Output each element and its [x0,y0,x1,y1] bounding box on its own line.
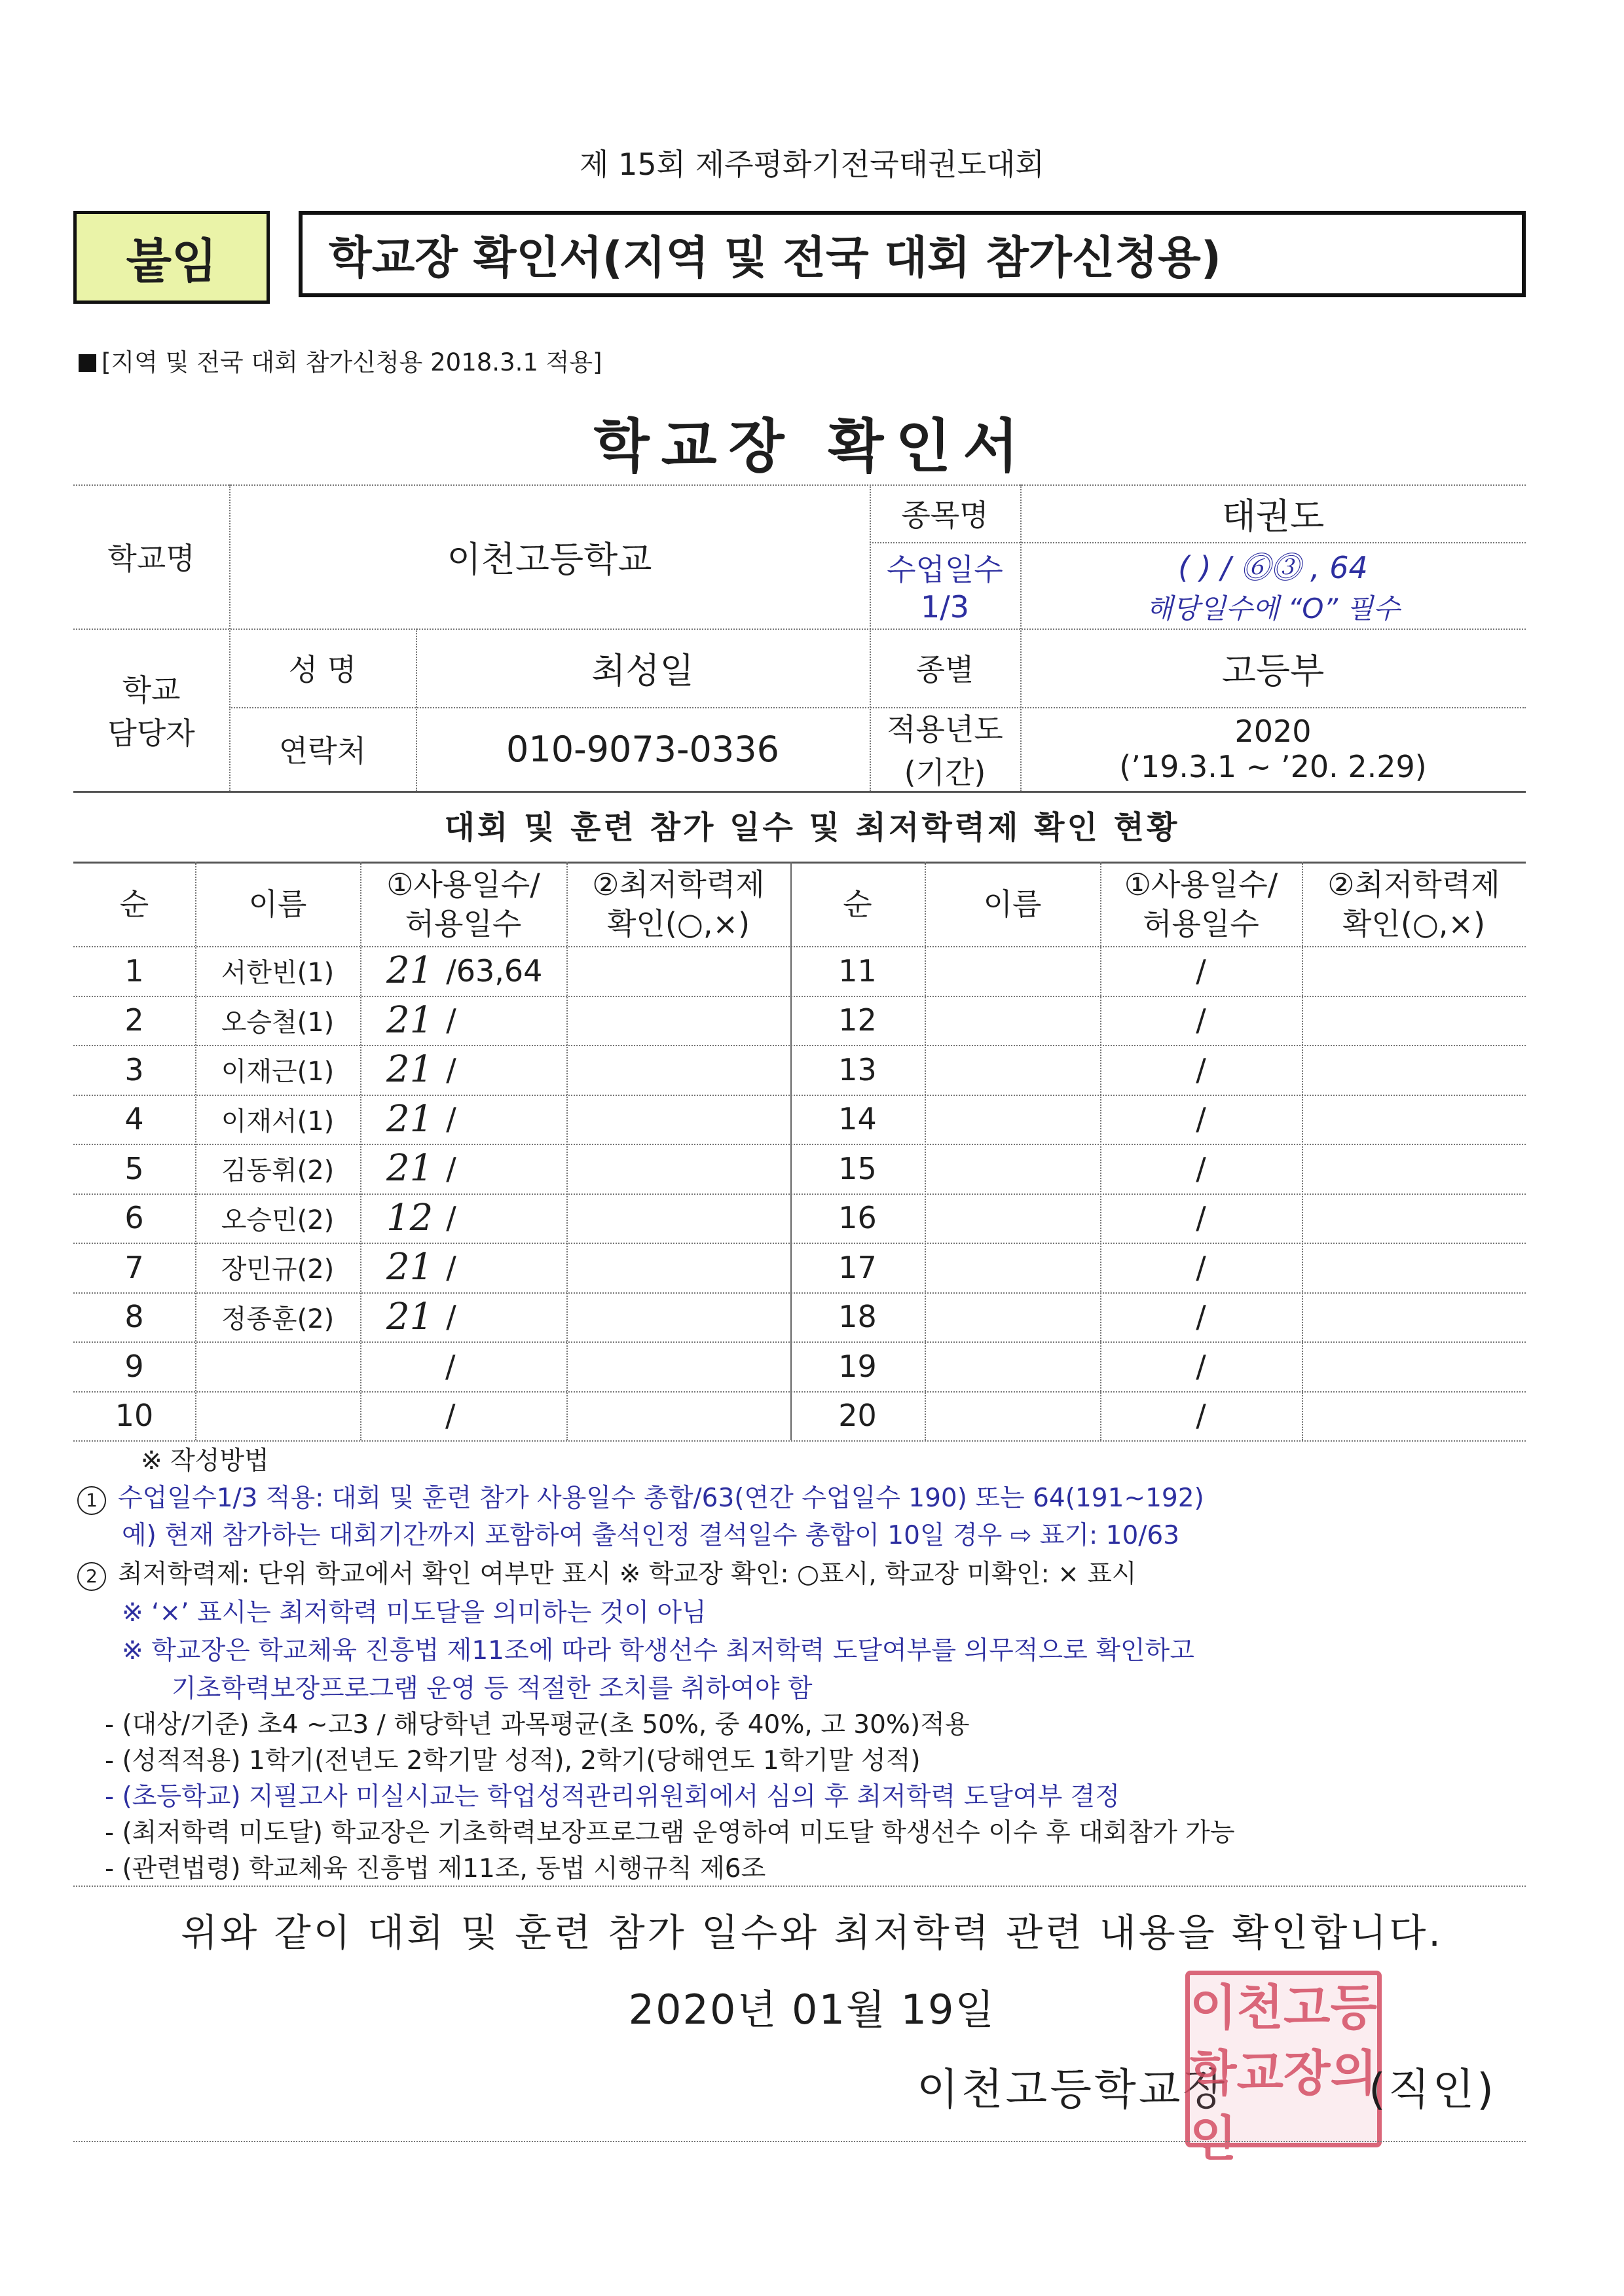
instructions-heading: ※ 작성방법 [141,1446,269,1476]
row-number-right: 13 [838,1051,877,1087]
row-min-check-right [1302,1292,1526,1342]
division-value: 고등부 [1221,649,1325,691]
row-days-used: 21 [386,1147,434,1190]
staff-label-line1: 학교 [122,672,181,708]
col-header-min-line1: ②최저학력제 [592,866,765,902]
row-number: 3 [124,1051,144,1087]
row-min-check [566,1095,790,1144]
row-days [360,1194,566,1243]
division-label: 종별 [915,652,974,687]
school-name-value: 이천고등학교 [447,538,652,580]
row-days-right: / [1196,1249,1206,1285]
row-number: 8 [124,1299,144,1335]
row-name-right [925,1341,1100,1391]
row-min-check [566,1341,790,1391]
row-name-right [925,1045,1100,1095]
row-divider [73,1440,1526,1442]
col-header-days-right-line2: 허용일수 [1143,905,1259,941]
staff-name-label: 성 명 [288,652,357,687]
circled-one-icon: 1 [77,1486,106,1515]
row-days-allowed: / [446,1299,456,1335]
row-min-check [566,946,790,996]
row-name: 이재서(1) [221,1106,335,1137]
event-label: 종목명 [901,498,989,533]
row-min-check [566,1045,790,1095]
col-header-min-right-line2: 확인(○,×) [1342,905,1486,941]
row-days-allowed: / [446,1002,456,1038]
row-days-used: 21 [386,1097,434,1140]
staff-label [73,629,229,791]
col-header-no-right: 순 [843,886,872,922]
instruction-item-2-text: 최저학력제: 단위 학교에서 확인 여부만 표시 ※ 학교장 확인: ○표시, 학교장 미확인: × 표시 [118,1559,1137,1589]
row-number-right: 15 [838,1150,877,1186]
instruction-bullet-2: - (성적적용) 1학기(전년도 2학기말 성적), 2학기(당해연도 1학기말 성적) [105,1746,921,1776]
year-value [1020,707,1526,791]
row-days-allowed: / [446,1200,456,1236]
row-min-check [566,1243,790,1292]
row-days-allowed: / [446,1051,456,1087]
instruction-item-1-text: 수업일수1/3 적용: 대회 및 훈련 참가 사용일수 총합/63(연간 수업일수 190) 또는 64(191~192) [118,1484,1204,1513]
row-min-check [566,1144,790,1194]
row-name-right [925,1095,1100,1144]
roster-section-heading: 대회 및 훈련 참가 일수 및 최저학력제 확인 현황 [444,809,1180,846]
row-number: 10 [115,1398,154,1434]
row-min-check-right [1302,1095,1526,1144]
instruction-bullet-5: - (관련법령) 학교체육 진흥법 제11조, 동법 시행규칙 제6조 [105,1854,766,1884]
row-name: 오승철(1) [221,1007,335,1038]
staff-label-line2: 담당자 [107,716,195,751]
contact-value: 010-9073-0336 [506,728,779,770]
instruction-note-2: ※ 학교장은 학교체육 진흥법 제11조에 따라 학생선수 최저학력 도달여부를 의무적으로 확인하고 [122,1636,1194,1666]
row-days-right: / [1196,953,1206,989]
header-box-title: 학교장 확인서(지역 및 전국 대회 참가신청용) [299,211,1526,297]
row-number: 2 [124,1002,144,1038]
row-min-check-right [1302,1194,1526,1243]
principal-name: 이천고등학교장 [917,2064,1228,2115]
instruction-note-1: ※ ‘×’ 표시는 최저학력 미도달을 의미하는 것이 아님 [122,1598,707,1628]
scope-note [79,342,602,378]
row-number-right: 17 [838,1249,877,1285]
row-number-right: 14 [838,1101,877,1137]
row-name [195,1391,360,1441]
circled-two-icon: 2 [77,1562,106,1591]
row-name [195,1341,360,1391]
col-header-days-line1: ①사용일수/ [386,866,540,902]
instruction-item-1 [77,1478,1204,1515]
staff-name-value: 최성일 [591,649,694,691]
row-min-check-right [1302,1391,1526,1441]
year-value-line1: 2020 [1234,714,1312,749]
year-label [870,707,1020,791]
row-days-allowed: / [446,1249,456,1285]
confirmation-date: 2020년 01월 19일 [628,1986,996,2033]
col-header-days [360,862,566,946]
row-days-right: / [1196,1150,1206,1186]
event-value: 태권도 [1221,495,1325,537]
row-days-used: 12 [386,1196,434,1239]
instruction-bullet-1: - (대상/기준) 초4 ~고3 / 해당학년 과목평균(초 50%, 중 40%, 고 30%)적용 [105,1710,970,1740]
col-header-days-right-line1: ①사용일수/ [1124,866,1278,902]
row-days-allowed: / [445,1348,456,1384]
class-days-label [870,542,1020,629]
row-name: 김동휘(2) [221,1156,335,1186]
row-days-used: 21 [386,998,434,1042]
row-min-check [566,1194,790,1243]
confirmation-statement: 위와 같이 대회 및 훈련 참가 일수와 최저학력 관련 내용을 확인합니다. [181,1910,1443,1955]
row-days [360,1391,566,1441]
row-number: 7 [124,1249,144,1285]
instruction-item-2 [77,1554,1137,1591]
contact-label: 연락처 [278,733,367,769]
row-name: 장민규(2) [221,1254,335,1285]
row-days-right: / [1196,1398,1206,1434]
row-min-check [566,1292,790,1342]
row-days-right: / [1196,1051,1206,1087]
class-days-label-line2: 1/3 [920,589,970,625]
row-number: 9 [124,1348,144,1384]
row-days-allowed: / [446,1150,456,1186]
row-number: 5 [124,1150,144,1186]
col-header-no: 순 [119,886,149,922]
row-days [360,1341,566,1391]
row-days [360,1045,566,1095]
row-min-check-right [1302,1243,1526,1292]
row-name-right [925,1391,1100,1441]
row-days-used: 21 [386,1048,434,1091]
row-name: 이재근(1) [221,1057,335,1087]
row-days-used: 21 [386,1295,434,1338]
instruction-item-1-cont: 예) 현재 참가하는 대회기간까지 포함하여 출석인정 결석일수 총합이 10일 경우 ⇨ 표기: 10/63 [122,1521,1180,1550]
row-days-used: 21 [386,1246,434,1289]
instruction-bullet-4: - (최저학력 미도달) 학교장은 기초학력보장프로그램 운영하여 미도달 학생선수 이수 후 대회참가 가능 [105,1818,1235,1848]
row-min-check-right [1302,1045,1526,1095]
row-name: 서한빈(1) [221,958,335,989]
row-days [360,1243,566,1292]
official-seal [1185,1971,1382,2167]
row-min-check-right [1302,946,1526,996]
class-days-value-line2: 해당일수에 “O” 필수 [1146,592,1400,625]
row-number: 6 [124,1200,144,1236]
row-name-right [925,1144,1100,1194]
col-header-min [566,862,790,946]
row-number-right: 11 [838,953,877,989]
year-label-line2: (기간) [904,755,986,790]
instruction-note-2-cont: 기초학력보장프로그램 운영 등 적절한 조치를 취하여야 함 [172,1674,813,1704]
row-min-check-right [1302,996,1526,1046]
col-header-min-right [1302,862,1526,946]
attachment-badge: 붙임 [73,211,270,304]
row-name-right [925,1243,1100,1292]
row-name: 정종훈(2) [221,1303,335,1334]
seal-text: 이천고등학교장의인 [1190,1980,1377,2167]
row-days [360,1095,566,1144]
row-min-check-right [1302,1341,1526,1391]
row-days [360,996,566,1046]
row-number-right: 18 [838,1299,877,1335]
seal-role-label: (직인) [1369,2064,1497,2115]
col-header-name: 이름 [248,886,307,922]
instruction-bullet-3: - (초등학교) 지필고사 미실시교는 학업성적관리위원회에서 심의 후 최저학력 도달여부 결정 [105,1782,1120,1812]
row-days [360,946,566,996]
row-name: 오승민(2) [221,1205,335,1235]
row-days [360,1144,566,1194]
col-header-name-right: 이름 [983,886,1042,922]
col-header-min-right-line1: ②최저학력제 [1327,866,1500,902]
col-header-days-line2: 허용일수 [405,905,522,941]
year-label-line1: 적용년도 [887,712,1003,747]
row-name-right [925,946,1100,996]
col-header-days-right [1100,862,1302,946]
class-days-value-line1: ( ) / ⓺⓷ , 64 [1178,550,1368,585]
document-title: 학교장 확인서 [593,412,1031,480]
row-number: 4 [124,1101,144,1137]
row-days-allowed: /63,64 [446,953,543,989]
row-days-used: 21 [386,949,434,993]
row-number: 1 [124,953,144,989]
row-min-check [566,1391,790,1441]
row-days-right: / [1196,1101,1206,1137]
school-name-label: 학교명 [107,541,195,576]
row-number-right: 12 [838,1002,877,1038]
event-title: 제 15회 제주평화기전국태권도대회 [580,147,1044,182]
black-square-icon [79,354,96,372]
row-min-check [566,996,790,1046]
class-days-value [1020,542,1526,629]
row-days [360,1292,566,1342]
row-days-right: / [1196,1002,1206,1038]
row-name-right [925,1194,1100,1243]
row-days-allowed: / [446,1101,456,1137]
row-number-right: 16 [838,1200,877,1236]
row-days-right: / [1196,1348,1206,1384]
row-days-allowed: / [445,1398,456,1434]
col-header-min-line2: 확인(○,×) [606,905,750,941]
row-number-right: 20 [838,1398,877,1434]
row-number-right: 19 [838,1348,877,1384]
class-days-label-line1: 수업일수 [887,552,1003,587]
row-days-right: / [1196,1299,1206,1335]
year-value-line2: (’19.3.1 ~ ’20. 2.29) [1119,749,1427,784]
row-min-check-right [1302,1144,1526,1194]
row-name-right [925,1292,1100,1342]
scope-note-text: [지역 및 전국 대회 참가신청용 2018.3.1 적용] [101,348,602,376]
row-days-right: / [1196,1200,1206,1236]
row-name-right [925,996,1100,1046]
